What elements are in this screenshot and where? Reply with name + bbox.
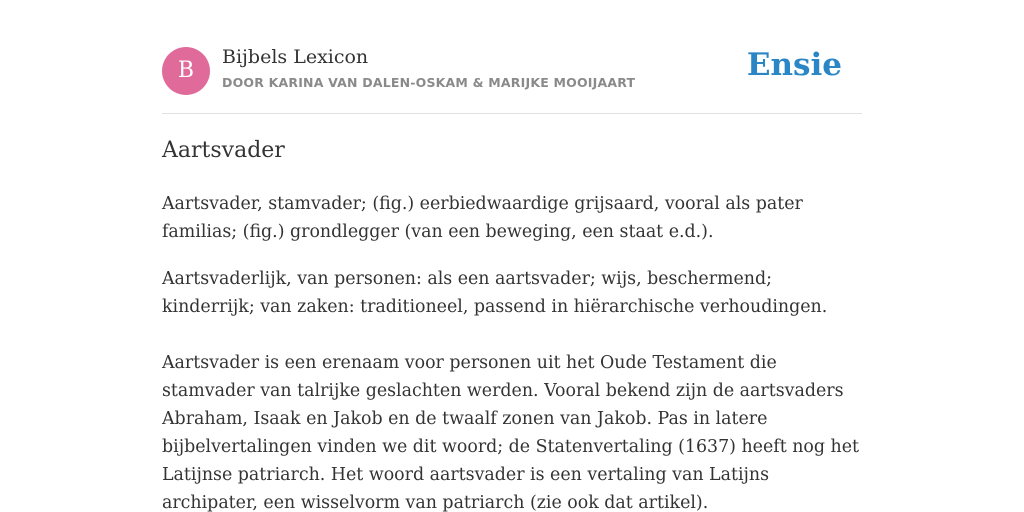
entry-body <box>162 190 862 512</box>
avatar[interactable]: B <box>162 47 210 95</box>
authors-byline: DOOR KARINA VAN DALEN-OSKAM & MARIJKE MOOIJAART <box>222 75 636 90</box>
entry-paragraph: Aartsvader is een erenaam voor personen uit het Oude Testament die stamvader van talrijke geslachten werden. Vooral bekend zijn de aartsvaders Abraham, Isaak en Jakob en de twaalf zonen van Jakob. Pas in latere bijbelvertalingen vinden we dit woord; de Statenvertaling (1637) heeft nog het Latijnse patriarch. Het woord aartsvader is een vertaling van Latijns archipater, een wisselvorm van patriarch (zie ook dat artikel). <box>162 353 860 512</box>
entry-paragraph: Aartsvader, stamvader; (fig.) eerbiedwaardige grijsaard, vooral als pater familias; (fig.) grondlegger (van een beweging, een staat e.d.). <box>162 194 803 242</box>
page-header <box>162 0 862 114</box>
content-container <box>162 0 862 512</box>
entry-title: Aartsvader <box>162 138 285 163</box>
ensie-logo[interactable]: Ensie <box>746 47 842 83</box>
book-title[interactable]: Bijbels Lexicon <box>222 46 369 68</box>
entry-paragraph: Aartsvaderlijk, van personen: als een aartsvader; wijs, beschermend; kinderrijk; van zaken: traditioneel, passend in hiërarchische verhoudingen. <box>162 269 828 317</box>
